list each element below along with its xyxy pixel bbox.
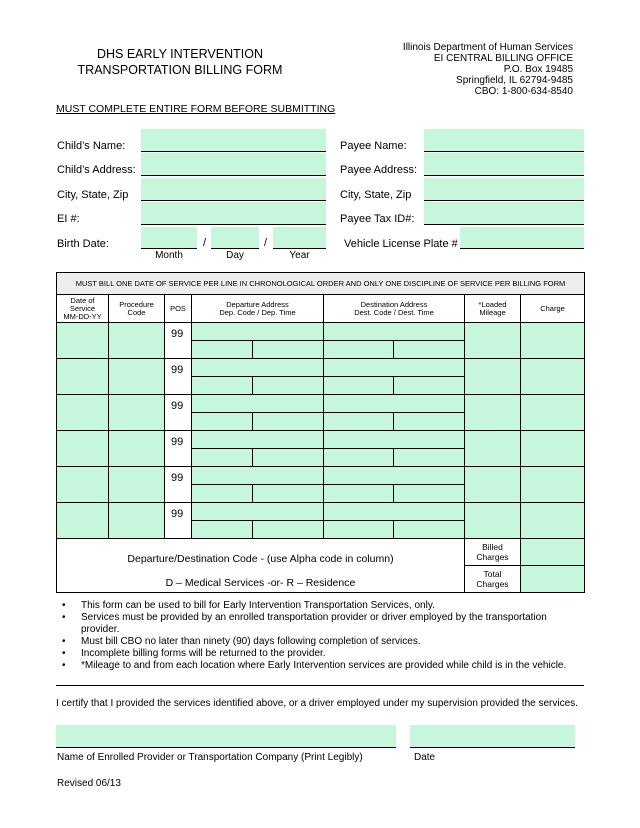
- destination-header: [324, 295, 465, 323]
- departure-address-cell[interactable]: [192, 467, 324, 485]
- provider-name-field[interactable]: [56, 725, 396, 748]
- procedure-code-cell[interactable]: [109, 359, 165, 395]
- header-text: MM-DD-YY: [63, 311, 102, 321]
- notes-list: [60, 600, 582, 672]
- departure-code-cell[interactable]: [192, 521, 253, 539]
- departure-time-cell[interactable]: [253, 449, 324, 467]
- departure-code-cell[interactable]: [192, 485, 253, 503]
- header-text: Procedure: [119, 299, 154, 309]
- destination-code-cell[interactable]: [324, 341, 394, 359]
- header-text: Destination Address: [360, 299, 428, 309]
- procedure-code-cell[interactable]: [109, 503, 165, 539]
- procedure-code-cell[interactable]: [109, 395, 165, 431]
- instruction-text: MUST COMPLETE ENTIRE FORM BEFORE SUBMITTING: [56, 103, 336, 115]
- total-charges-label: [465, 566, 521, 593]
- billed-text: Billed: [482, 542, 503, 552]
- departure-address-cell[interactable]: [192, 323, 324, 341]
- form-title-line1: DHS EARLY INTERVENTION: [96, 47, 263, 61]
- destination-time-cell[interactable]: [394, 341, 465, 359]
- procedure-code-cell[interactable]: [109, 323, 165, 359]
- destination-code-cell[interactable]: [324, 413, 394, 431]
- header-text: Service: [69, 303, 95, 313]
- service-row: [57, 323, 585, 341]
- office-line: Springfield, IL 62794-9485: [456, 75, 573, 86]
- divider: [56, 685, 584, 686]
- charge-header: Charge: [521, 295, 585, 323]
- childs-name-label: Child’s Name:: [57, 140, 126, 152]
- header-text: Date of: [70, 295, 95, 305]
- childs-address-label: Child’s Address:: [57, 164, 136, 176]
- mileage-cell[interactable]: [465, 359, 521, 395]
- destination-address-cell[interactable]: [324, 359, 465, 377]
- departure-code-cell[interactable]: [192, 449, 253, 467]
- service-row: [57, 395, 585, 413]
- charge-cell[interactable]: [521, 359, 585, 395]
- office-line: EI CENTRAL BILLING OFFICE: [433, 53, 573, 64]
- procedure-code-cell[interactable]: [109, 431, 165, 467]
- office-line: P.O. Box 19485: [503, 64, 573, 75]
- pos-cell: 99: [165, 395, 192, 431]
- destination-address-cell[interactable]: [324, 323, 465, 341]
- day-caption: Day: [226, 250, 244, 261]
- provider-name-caption: Name of Enrolled Provider or Transportation Company (Print Legibly): [57, 752, 363, 763]
- departure-time-cell[interactable]: [253, 377, 324, 395]
- destination-time-cell[interactable]: [394, 413, 465, 431]
- date-separator: /: [264, 237, 268, 249]
- destination-address-cell[interactable]: [324, 431, 465, 449]
- charge-cell[interactable]: [521, 467, 585, 503]
- destination-time-cell[interactable]: [394, 485, 465, 503]
- destination-address-cell[interactable]: [324, 503, 465, 521]
- destination-address-cell[interactable]: [324, 467, 465, 485]
- form-title-line2: TRANSPORTATION BILLING FORM: [77, 63, 283, 77]
- charge-cell[interactable]: [521, 395, 585, 431]
- date-of-service-header: [57, 295, 109, 323]
- service-row: [57, 467, 585, 485]
- note-item: • *Mileage to and from each location where Early Intervention services are provided while child is in the vehicle.: [60, 660, 582, 672]
- payee-name-label: Payee Name:: [340, 140, 407, 152]
- child-city-field[interactable]: [141, 178, 326, 201]
- payee-address-field[interactable]: [424, 153, 584, 176]
- office-address: [360, 42, 573, 97]
- service-row: [57, 359, 585, 377]
- mileage-cell[interactable]: [465, 431, 521, 467]
- revised-date: Revised 06/13: [57, 778, 121, 789]
- departure-address-cell[interactable]: [192, 431, 324, 449]
- billed-text: Charges: [476, 552, 509, 562]
- form-title: [60, 46, 300, 78]
- pos-cell: 99: [165, 323, 192, 359]
- birth-year-field[interactable]: [273, 227, 326, 249]
- date-caption: Date: [414, 752, 436, 763]
- ei-number-field[interactable]: [141, 202, 326, 225]
- note-item: • Services must be provided by an enrolled transportation provider or driver employed by the transportation provider.: [60, 612, 582, 636]
- destination-code-cell[interactable]: [324, 377, 394, 395]
- date-of-service-cell[interactable]: [57, 431, 109, 467]
- signature-date-field[interactable]: [410, 725, 575, 748]
- certification-text: I certify that I provided the services identified above, or a driver employed under my supervision provided the services.: [56, 698, 578, 709]
- table-header-row: [57, 295, 585, 323]
- child-city-label: City, State, Zip: [57, 189, 129, 201]
- header-text: Mileage: [479, 307, 506, 317]
- header-text: Dest. Code / Dest. Time: [354, 307, 434, 317]
- date-of-service-cell[interactable]: [57, 395, 109, 431]
- code-legend-line2: D – Medical Services -or- R – Residence: [165, 576, 356, 589]
- service-row: [57, 503, 585, 521]
- header-text: Code: [127, 307, 146, 317]
- departure-header: [192, 295, 324, 323]
- procedure-code-header: [109, 295, 165, 323]
- date-of-service-cell[interactable]: [57, 323, 109, 359]
- departure-address-cell[interactable]: [192, 395, 324, 413]
- birth-date-label: Birth Date:: [57, 238, 109, 250]
- office-line: Illinois Department of Human Services: [402, 42, 573, 53]
- total-charges-field[interactable]: [521, 566, 585, 593]
- departure-address-cell[interactable]: [192, 359, 324, 377]
- table-banner: MUST BILL ONE DATE OF SERVICE PER LINE IN CHRONOLOGICAL ORDER AND ONLY ONE DISCIPLINE OF SERVICE PER BILLING FORM: [57, 273, 585, 295]
- payee-address-label: Payee Address:: [340, 164, 418, 176]
- procedure-code-cell[interactable]: [109, 467, 165, 503]
- month-caption: Month: [155, 250, 183, 261]
- note-item: • Must bill CBO no later than ninety (90) days following completion of services.: [60, 636, 582, 648]
- code-legend-line1: Departure/Destination Code - (use Alpha code in column): [127, 552, 394, 565]
- ei-number-label: EI #:: [57, 213, 80, 225]
- date-of-service-cell[interactable]: [57, 359, 109, 395]
- childs-name-field[interactable]: [141, 129, 326, 152]
- departure-code-cell[interactable]: [192, 377, 253, 395]
- mileage-cell[interactable]: [465, 323, 521, 359]
- license-plate-label: Vehicle License Plate #: [344, 238, 458, 250]
- date-of-service-cell[interactable]: [57, 467, 109, 503]
- pos-cell: 99: [165, 359, 192, 395]
- charge-cell[interactable]: [521, 323, 585, 359]
- destination-code-cell[interactable]: [324, 449, 394, 467]
- departure-code-cell[interactable]: [192, 341, 253, 359]
- childs-address-field[interactable]: [141, 153, 326, 176]
- mileage-cell[interactable]: [465, 467, 521, 503]
- birth-day-field[interactable]: [211, 227, 259, 249]
- billed-charges-field[interactable]: [521, 539, 585, 566]
- license-plate-field[interactable]: [460, 227, 584, 249]
- pos-cell: 99: [165, 503, 192, 539]
- billed-charges-label: [465, 539, 521, 566]
- destination-time-cell[interactable]: [394, 449, 465, 467]
- departure-code-cell[interactable]: [192, 413, 253, 431]
- payee-tax-id-label: Payee Tax ID#:: [340, 213, 415, 225]
- departure-address-cell[interactable]: [192, 503, 324, 521]
- charge-cell[interactable]: [521, 503, 585, 539]
- header-text: *Loaded: [478, 299, 507, 309]
- departure-time-cell[interactable]: [253, 521, 324, 539]
- code-legend: [57, 539, 465, 593]
- destination-time-cell[interactable]: [394, 521, 465, 539]
- destination-address-cell[interactable]: [324, 395, 465, 413]
- header-text: Departure Address: [226, 299, 289, 309]
- destination-time-cell[interactable]: [394, 377, 465, 395]
- charge-cell[interactable]: [521, 431, 585, 467]
- mileage-cell[interactable]: [465, 395, 521, 431]
- note-item: • Incomplete billing forms will be returned to the provider.: [60, 648, 582, 660]
- departure-time-cell[interactable]: [253, 341, 324, 359]
- departure-time-cell[interactable]: [253, 485, 324, 503]
- payee-city-label: City, State, Zip: [340, 189, 412, 201]
- payee-tax-id-field[interactable]: [424, 202, 584, 225]
- destination-code-cell[interactable]: [324, 521, 394, 539]
- header-text: Dep. Code / Dep. Time: [219, 307, 296, 317]
- pos-cell: 99: [165, 467, 192, 503]
- mileage-cell[interactable]: [465, 503, 521, 539]
- payee-name-field[interactable]: [424, 129, 584, 152]
- service-row: [57, 431, 585, 449]
- pos-cell: 99: [165, 431, 192, 467]
- date-separator: /: [203, 237, 207, 249]
- note-item: • This form can be used to bill for Early Intervention Transportation Services, only.: [60, 600, 582, 612]
- year-caption: Year: [289, 250, 310, 261]
- total-text: Charges: [476, 579, 509, 589]
- date-of-service-cell[interactable]: [57, 503, 109, 539]
- total-text: Total: [483, 569, 502, 579]
- birth-month-field[interactable]: [141, 227, 197, 249]
- mileage-header: [465, 295, 521, 323]
- destination-code-cell[interactable]: [324, 485, 394, 503]
- service-table: [56, 272, 585, 593]
- payee-city-field[interactable]: [424, 178, 584, 201]
- departure-time-cell[interactable]: [253, 413, 324, 431]
- office-line: CBO: 1-800-634-8540: [474, 86, 573, 97]
- pos-header: POS: [165, 295, 192, 323]
